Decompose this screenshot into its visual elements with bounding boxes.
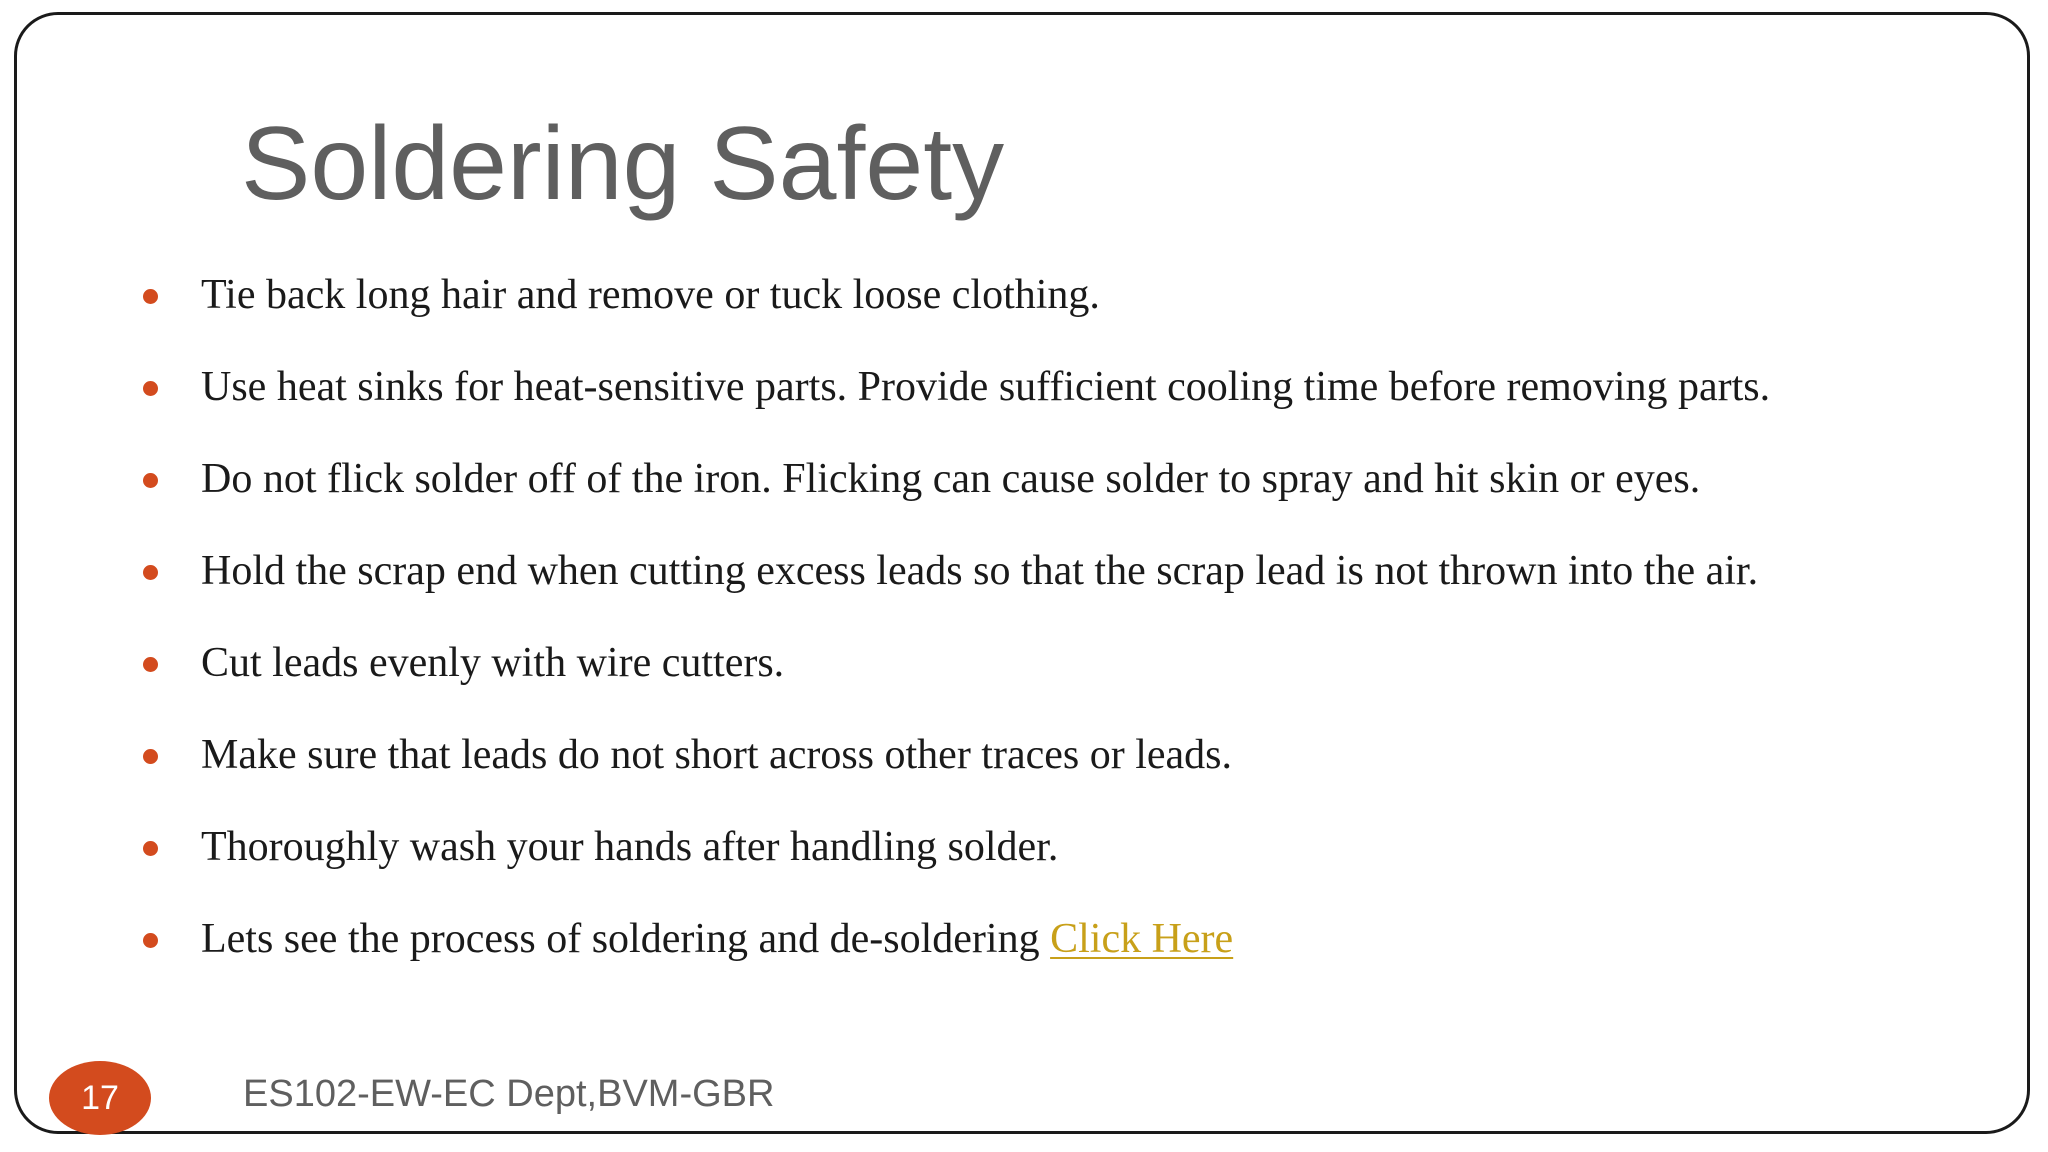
click-here-link[interactable]: Click Here — [1050, 916, 1234, 962]
bullet-item — [17, 633, 1917, 693]
bullet-item — [17, 357, 1917, 417]
bullet-text: Use heat sinks for heat-sensitive parts. Provide sufficient cooling time before removing parts. — [201, 364, 1771, 410]
bullet-text: Tie back long hair and remove or tuck loose clothing. — [201, 272, 1100, 318]
bullet-item — [17, 817, 1917, 877]
bullet-dot-icon — [143, 749, 158, 764]
slide — [14, 12, 2030, 1134]
bullet-text: Do not flick solder off of the iron. Flicking can cause solder to spray and hit skin or eyes. — [201, 456, 1701, 502]
bullet-item — [17, 725, 1917, 785]
bullet-text: Make sure that leads do not short across other traces or leads. — [201, 732, 1233, 778]
bullet-text: Lets see the process of soldering and de-soldering — [201, 916, 1040, 962]
bullet-item — [17, 909, 1917, 969]
bullet-text-with-link — [201, 909, 1233, 969]
footer-text: ES102-EW-EC Dept,BVM-GBR — [243, 1073, 775, 1115]
bullet-text: Hold the scrap end when cutting excess leads so that the scrap lead is not thrown into the air. — [201, 548, 1759, 594]
bullet-item — [17, 541, 1917, 601]
bullet-dot-icon — [143, 381, 158, 396]
bullet-dot-icon — [143, 933, 158, 948]
page-number-badge: 17 — [49, 1061, 151, 1135]
bullet-text: Cut leads evenly with wire cutters. — [201, 640, 785, 686]
bullet-item — [17, 449, 1917, 509]
bullet-item — [17, 265, 1917, 325]
bullet-dot-icon — [143, 841, 158, 856]
bullet-dot-icon — [143, 657, 158, 672]
bullet-dot-icon — [143, 565, 158, 580]
bullet-dot-icon — [143, 473, 158, 488]
bullet-dot-icon — [143, 289, 158, 304]
bullet-text: Thoroughly wash your hands after handling solder. — [201, 824, 1059, 870]
slide-title: Soldering Safety — [241, 106, 1005, 222]
